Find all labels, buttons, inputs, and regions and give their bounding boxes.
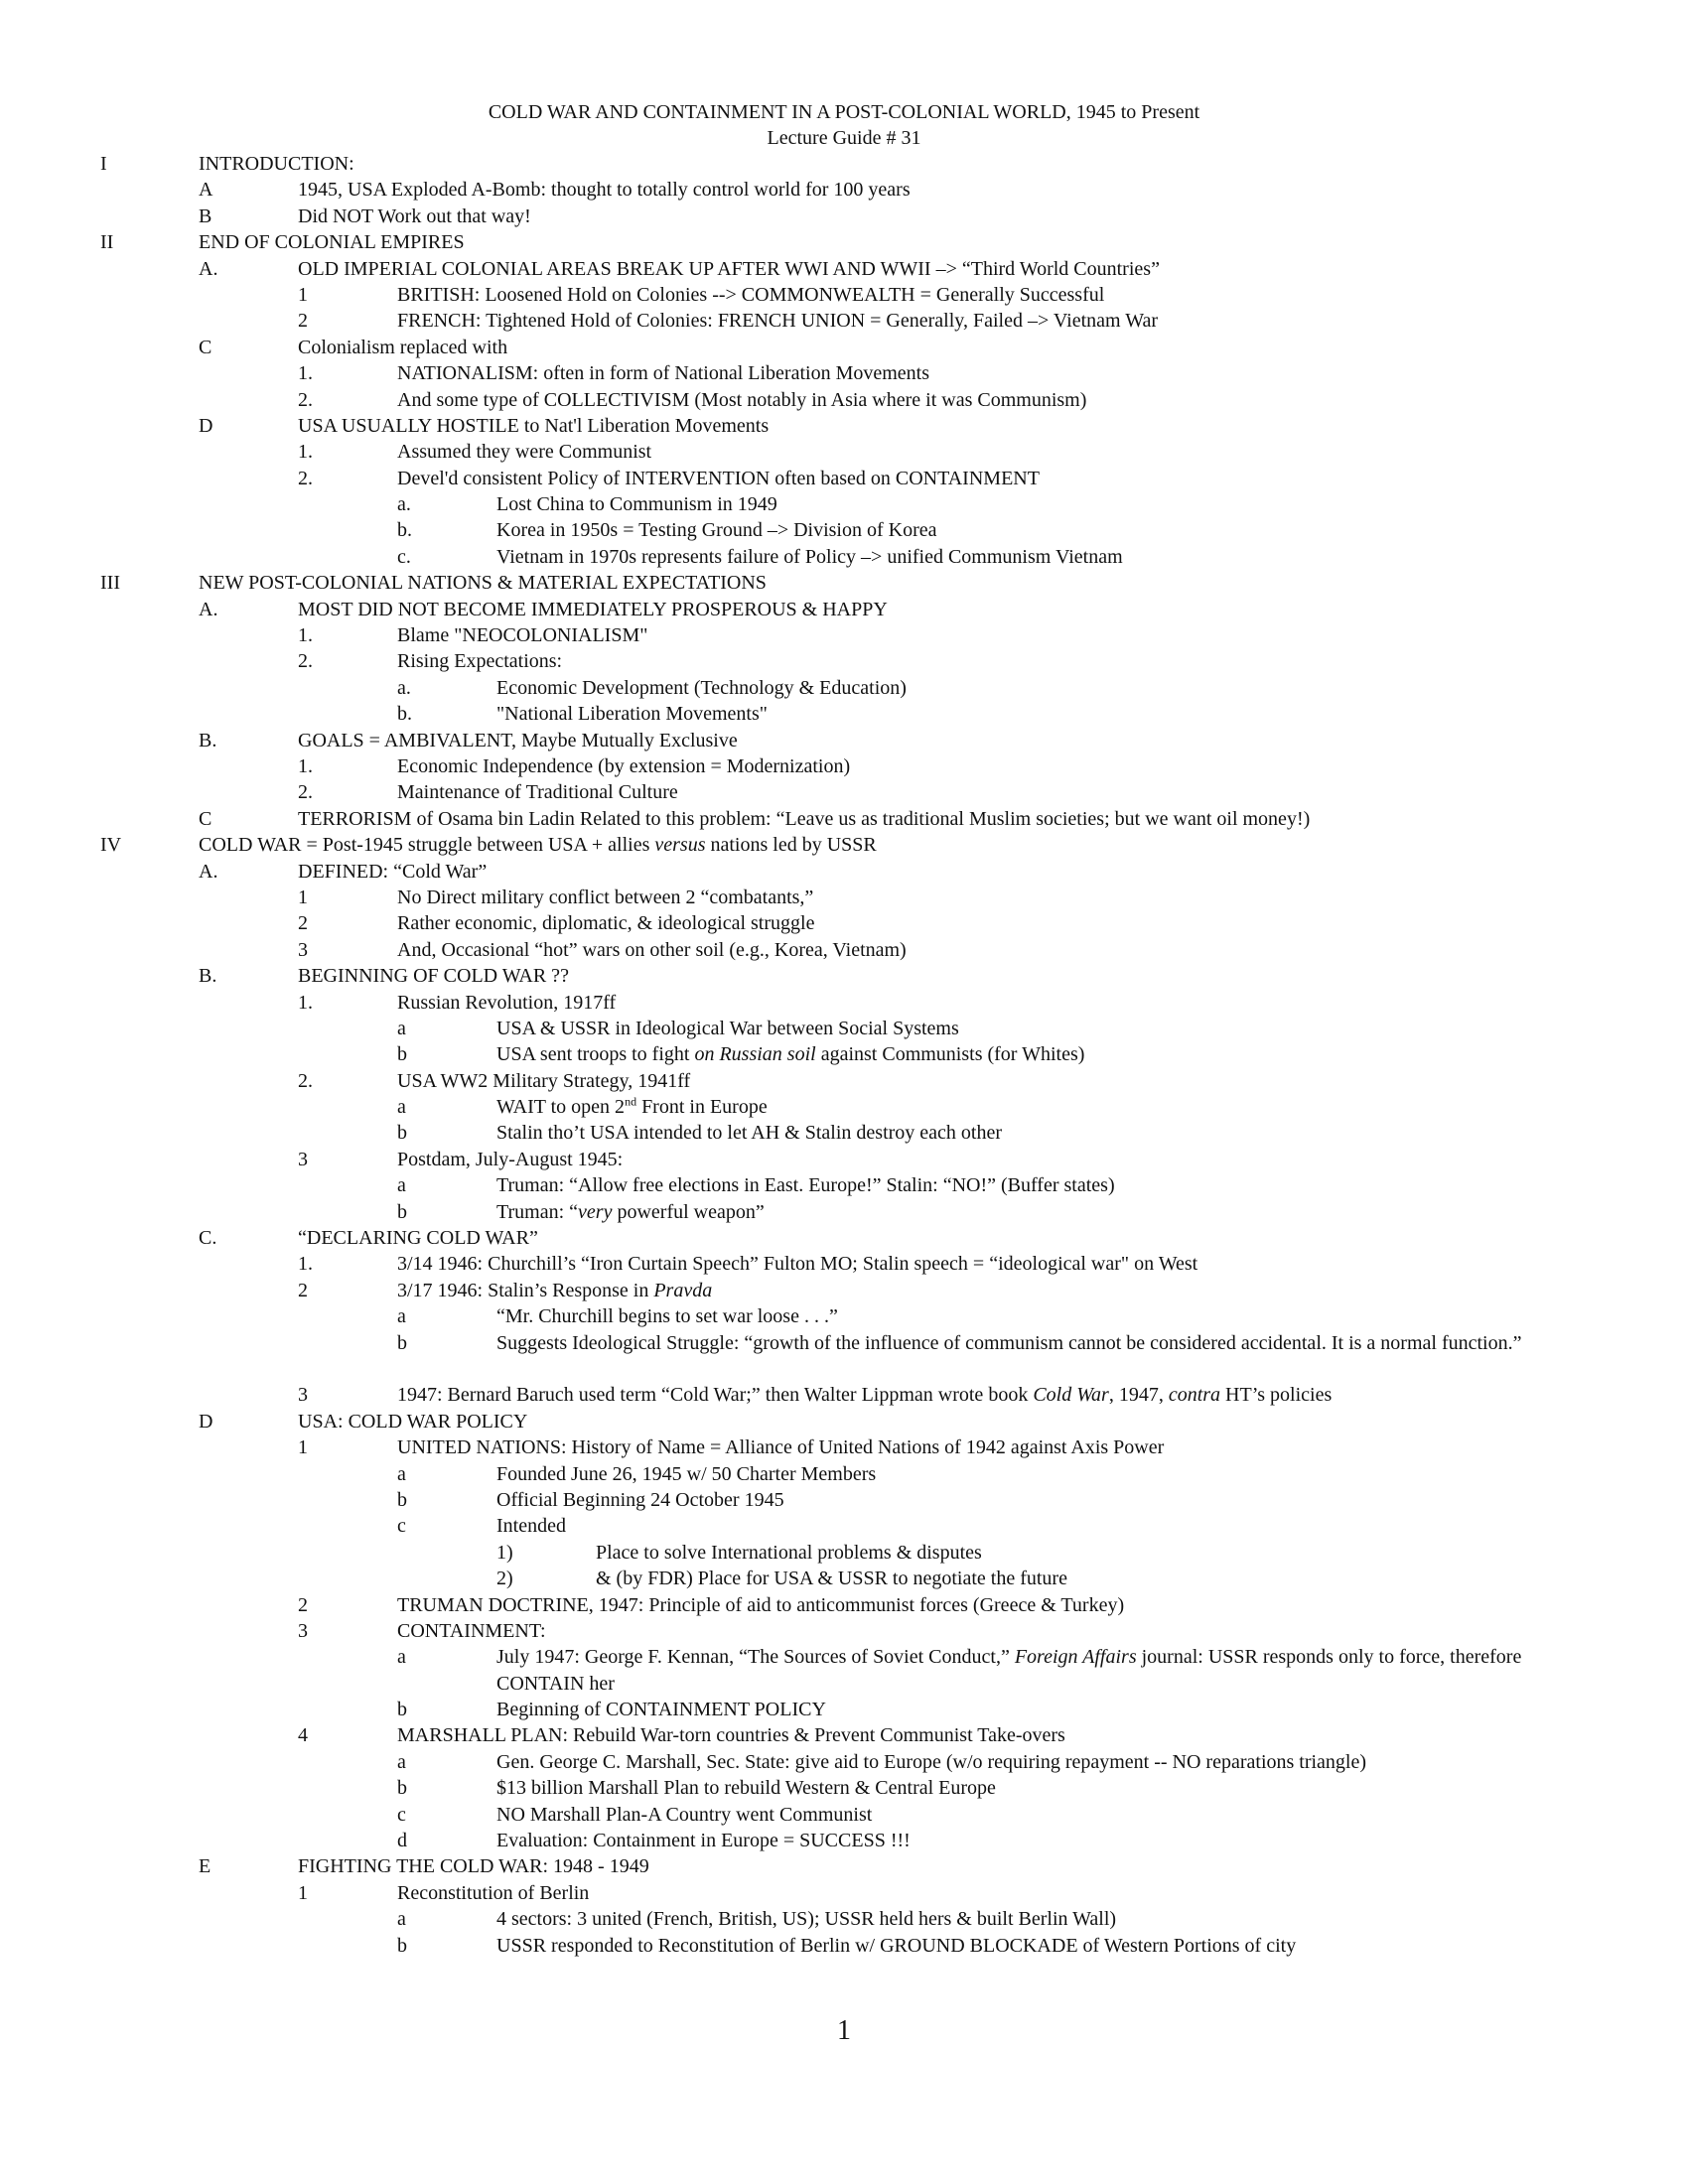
outline-item <box>0 1828 1688 1853</box>
outline-text: NO Marshall Plan-A Country went Communist <box>496 1803 873 1826</box>
outline-item <box>0 1409 1688 1434</box>
outline-marker: 2. <box>298 388 313 411</box>
outline-text: And, Occasional “hot” wars on other soil (e.g., Korea, Vietnam) <box>397 938 907 961</box>
outline-text: Truman: “Allow free elections in East. Europe!” Stalin: “NO!” (Buffer states) <box>496 1174 1115 1197</box>
outline-item <box>0 1513 1688 1539</box>
outline-marker: b. <box>397 519 412 542</box>
outline-text: END OF COLONIAL EMPIRES <box>199 231 465 254</box>
outline-text: Lost China to Communism in 1949 <box>496 493 777 516</box>
outline-text: Stalin tho’t USA intended to let AH & Stalin destroy each other <box>496 1122 1003 1145</box>
outline-item <box>0 1094 1688 1120</box>
outline-item <box>0 335 1688 360</box>
outline-marker: 2. <box>298 781 313 804</box>
outline-marker: IV <box>100 834 122 857</box>
outline-item <box>0 1147 1688 1172</box>
outline-text: And some type of COLLECTIVISM (Most notably in Asia where it was Communism) <box>397 388 1087 411</box>
outline-marker: b. <box>397 703 412 726</box>
outline-text: USA: COLD WAR POLICY <box>298 1410 528 1433</box>
outline-item <box>0 937 1688 963</box>
outline-text: Place to solve International problems & disputes <box>596 1541 982 1564</box>
outline-item <box>0 701 1688 727</box>
outline-text: Founded June 26, 1945 w/ 50 Charter Members <box>496 1462 877 1485</box>
outline-emphasis: very <box>578 1200 613 1223</box>
outline-text: MARSHALL PLAN: Rebuild War-torn countries & Prevent Communist Take-overs <box>397 1724 1065 1747</box>
outline-marker: a <box>397 1646 406 1669</box>
outline-text: Russian Revolution, 1917ff <box>397 991 617 1014</box>
outline-item <box>0 622 1688 648</box>
outline-marker: 1 <box>298 886 308 908</box>
outline-marker: 2. <box>298 467 313 489</box>
outline-text: Official Beginning 24 October 1945 <box>496 1488 784 1511</box>
outline-marker: II <box>100 231 114 254</box>
outline-marker: 3 <box>298 1619 308 1642</box>
outline-text: $13 billion Marshall Plan to rebuild Western & Central Europe <box>496 1777 996 1800</box>
outline-text <box>496 1094 768 1120</box>
outline-marker: 4 <box>298 1724 308 1747</box>
outline-text: Vietnam in 1970s represents failure of Policy –> unified Communism Vietnam <box>496 545 1123 568</box>
outline-text: Devel'd consistent Policy of INTERVENTION often based on CONTAINMENT <box>397 467 1040 489</box>
outline-text: Evaluation: Containment in Europe = SUCCESS !!! <box>496 1830 911 1852</box>
outline-item <box>0 1540 1688 1566</box>
outline-marker: 1. <box>298 441 313 464</box>
outline-item <box>0 1382 1688 1408</box>
outline-marker: C. <box>199 1227 217 1250</box>
outline-item <box>0 151 1688 177</box>
document-title: COLD WAR AND CONTAINMENT IN A POST-COLONIAL WORLD, 1945 to Present <box>488 101 1200 123</box>
outline-text: Gen. George C. Marshall, Sec. State: give aid to Europe (w/o requiring repayment -- NO reparations triangle) <box>496 1750 1367 1773</box>
outline-text-part: USA sent troops to fight <box>496 1043 695 1066</box>
outline-text: USA & USSR in Ideological War between Social Systems <box>496 1017 959 1039</box>
outline-text-part: 3/17 1946: Stalin’s Response in <box>397 1279 654 1301</box>
outline-text-part: July 1947: George F. Kennan, “The Sources of Soviet Conduct,” <box>496 1646 1015 1669</box>
outline-marker: 1 <box>298 1436 308 1459</box>
outline-text: FRENCH: Tightened Hold of Colonies: FRENCH UNION = Generally, Failed –> Vietnam War <box>397 310 1159 333</box>
outline-marker: a <box>397 1750 406 1773</box>
outline-text: 3/14 1946: Churchill’s “Iron Curtain Speech” Fulton MO; Stalin speech = “ideological war" on West <box>397 1253 1198 1276</box>
outline-marker: 1. <box>298 754 313 777</box>
outline-marker: b <box>397 1331 407 1354</box>
outline-text: Reconstitution of Berlin <box>397 1881 590 1904</box>
outline-text: INTRODUCTION: <box>199 153 354 175</box>
outline-item <box>0 1802 1688 1828</box>
outline-item <box>0 1068 1688 1094</box>
outline-item <box>0 256 1688 282</box>
page-number: 1 <box>837 2015 851 2046</box>
outline-text-part: HT’s policies <box>1220 1384 1333 1407</box>
outline-marker: 1. <box>298 362 313 385</box>
outline-text-part: nations led by USSR <box>705 834 877 857</box>
outline-text: OLD IMPERIAL COLONIAL AREAS BREAK UP AFTER WWI AND WWII –> “Third World Countries” <box>298 257 1160 280</box>
outline-marker: A. <box>199 860 218 883</box>
outline-item <box>0 1853 1688 1879</box>
outline-text: “Mr. Churchill begins to set war loose . . .” <box>496 1305 838 1328</box>
outline-text: Assumed they were Communist <box>397 441 652 464</box>
outline-text-part: journal: USSR responds only to force, therefore CONTAIN her <box>496 1646 1522 1695</box>
outline-marker: c <box>397 1803 406 1826</box>
outline-text: No Direct military conflict between 2 “combatants,” <box>397 886 814 908</box>
outline-item <box>0 597 1688 622</box>
outline-text: MOST DID NOT BECOME IMMEDIATELY PROSPEROUS & HAPPY <box>298 598 888 620</box>
outline-marker: 1 <box>298 283 308 306</box>
outline-marker: 2 <box>298 1593 308 1616</box>
outline-marker: a. <box>397 493 411 516</box>
outline-text-part: 1947: Bernard Baruch used term “Cold War;” then Walter Lippman wrote book <box>397 1384 1034 1407</box>
outline-item <box>0 1225 1688 1251</box>
outline-item <box>0 1120 1688 1146</box>
outline-text <box>496 1041 1084 1067</box>
outline-item <box>0 1618 1688 1644</box>
outline-marker: 1. <box>298 1253 313 1276</box>
outline-text: CONTAINMENT: <box>397 1619 546 1642</box>
outline-item <box>0 517 1688 543</box>
outline-item <box>0 806 1688 832</box>
outline-text: Intended <box>496 1515 566 1538</box>
outline-item <box>0 648 1688 674</box>
outline-superscript: nd <box>625 1094 637 1109</box>
outline-emphasis: Foreign Affairs <box>1014 1646 1137 1669</box>
outline-emphasis: Cold War <box>1033 1384 1109 1407</box>
outline-marker: A <box>199 179 213 202</box>
outline-item <box>0 753 1688 779</box>
outline-marker: 2) <box>496 1568 513 1590</box>
outline-marker: b <box>397 1122 407 1145</box>
outline-marker: b <box>397 1043 407 1066</box>
outline-marker: A. <box>199 598 218 620</box>
outline-item <box>0 1775 1688 1801</box>
outline-item <box>0 1016 1688 1041</box>
outline-text: TERRORISM of Osama bin Ladin Related to this problem: “Leave us as traditional Muslim societies; but we want oil money!) <box>298 807 1311 830</box>
lecture-guide-subtitle: Lecture Guide # 31 <box>767 127 921 149</box>
outline-marker: 3 <box>298 938 308 961</box>
outline-item <box>0 832 1688 858</box>
outline-item <box>0 1461 1688 1487</box>
outline-marker: c. <box>397 545 411 568</box>
outline-marker: I <box>100 153 107 175</box>
outline-marker: III <box>100 572 120 595</box>
outline-text-part: COLD WAR = Post-1945 struggle between USA + allies <box>199 834 655 857</box>
outline-item <box>0 1697 1688 1722</box>
outline-text: "National Liberation Movements" <box>496 703 768 726</box>
outline-marker: c <box>397 1515 406 1538</box>
outline-item <box>0 1749 1688 1775</box>
outline-marker: A. <box>199 257 218 280</box>
outline-item <box>0 1041 1688 1067</box>
outline-marker: B. <box>199 729 217 751</box>
outline-item <box>0 1278 1688 1303</box>
outline-item <box>0 859 1688 885</box>
outline-marker: b <box>397 1777 407 1800</box>
outline-marker: 1. <box>298 624 313 647</box>
outline-marker: a <box>397 1462 406 1485</box>
outline-marker: B. <box>199 965 217 988</box>
outline-item <box>0 1172 1688 1198</box>
outline-item <box>0 544 1688 570</box>
outline-text-part: , 1947, <box>1108 1384 1169 1407</box>
outline-item <box>0 308 1688 334</box>
outline-text-part: WAIT to open 2 <box>496 1096 626 1119</box>
outline-marker: D <box>199 1410 213 1433</box>
outline-text-part: against Communists (for Whites) <box>815 1043 1085 1066</box>
outline-text: USSR responded to Reconstitution of Berlin w/ GROUND BLOCKADE of Western Portions of city <box>496 1934 1297 1957</box>
outline-text: Colonialism replaced with <box>298 336 508 358</box>
outline-item <box>0 360 1688 386</box>
outline-text: BEGINNING OF COLD WAR ?? <box>298 965 569 988</box>
outline-item <box>0 1644 1688 1697</box>
outline-item <box>0 1906 1688 1932</box>
outline-marker: 3 <box>298 1148 308 1170</box>
outline-item <box>0 1303 1688 1329</box>
outline-item <box>0 387 1688 413</box>
outline-item <box>0 990 1688 1016</box>
outline-text: FIGHTING THE COLD WAR: 1948 - 1949 <box>298 1855 649 1878</box>
outline-text-part: Front in Europe <box>636 1096 768 1119</box>
outline-text: BRITISH: Loosened Hold on Colonies --> COMMONWEALTH = Generally Successful <box>397 283 1105 306</box>
outline-text: Korea in 1950s = Testing Ground –> Division of Korea <box>496 519 937 542</box>
outline-marker: 2 <box>298 1279 308 1301</box>
outline-text: DEFINED: “Cold War” <box>298 860 488 883</box>
outline <box>0 151 1688 1959</box>
outline-item <box>0 439 1688 465</box>
outline-text <box>397 1382 1332 1408</box>
outline-marker: 2 <box>298 912 308 935</box>
outline-text <box>397 1278 712 1303</box>
outline-item <box>0 1487 1688 1513</box>
outline-text: Rising Expectations: <box>397 650 563 673</box>
outline-marker: b <box>397 1934 407 1957</box>
outline-emphasis: versus <box>654 834 706 857</box>
outline-item <box>0 282 1688 308</box>
outline-text: Postdam, July-August 1945: <box>397 1148 624 1170</box>
outline-text: USA WW2 Military Strategy, 1941ff <box>397 1069 691 1092</box>
outline-marker: 3 <box>298 1384 308 1407</box>
outline-text: Did NOT Work out that way! <box>298 205 531 227</box>
outline-item <box>0 229 1688 255</box>
outline-marker: a <box>397 1017 406 1039</box>
outline-marker: a <box>397 1908 406 1931</box>
outline-item <box>0 1434 1688 1460</box>
outline-text: GOALS = AMBIVALENT, Maybe Mutually Exclusive <box>298 729 738 751</box>
outline-text: “DECLARING COLD WAR” <box>298 1227 538 1250</box>
outline-item <box>0 570 1688 596</box>
outline-marker: D <box>199 414 213 437</box>
outline-item <box>0 204 1688 229</box>
outline-item <box>0 675 1688 701</box>
outline-text: Beginning of CONTAINMENT POLICY <box>496 1699 826 1721</box>
outline-text-part: Truman: “ <box>496 1200 579 1223</box>
outline-text: Rather economic, diplomatic, & ideological struggle <box>397 912 815 935</box>
outline-marker: d <box>397 1830 407 1852</box>
outline-item <box>0 1330 1688 1383</box>
outline-marker: 1 <box>298 1881 308 1904</box>
outline-emphasis: Pravda <box>653 1279 713 1301</box>
outline-marker: E <box>199 1855 211 1878</box>
outline-marker: 1. <box>298 991 313 1014</box>
outline-item <box>0 466 1688 491</box>
outline-marker: a. <box>397 676 411 699</box>
outline-marker: b <box>397 1200 407 1223</box>
outline-text: NEW POST-COLONIAL NATIONS & MATERIAL EXPECTATIONS <box>199 572 767 595</box>
outline-item <box>0 491 1688 517</box>
outline-text: UNITED NATIONS: History of Name = Alliance of United Nations of 1942 against Axis Power <box>397 1436 1165 1459</box>
outline-marker: b <box>397 1488 407 1511</box>
outline-text: Economic Independence (by extension = Modernization) <box>397 754 851 777</box>
outline-item <box>0 1933 1688 1959</box>
outline-text <box>199 832 877 858</box>
outline-item <box>0 779 1688 805</box>
outline-marker: b <box>397 1699 407 1721</box>
outline-marker: a <box>397 1174 406 1197</box>
outline-marker: 2. <box>298 1069 313 1092</box>
outline-text: Blame "NEOCOLONIALISM" <box>397 624 648 647</box>
outline-item <box>0 1880 1688 1906</box>
outline-text-part: powerful weapon” <box>612 1200 765 1223</box>
outline-text: Economic Development (Technology & Education) <box>496 676 907 699</box>
outline-item <box>0 910 1688 936</box>
outline-text <box>496 1644 1564 1697</box>
outline-marker: B <box>199 205 212 227</box>
outline-text: Suggests Ideological Struggle: “growth of the influence of communism cannot be considered accidental. It is a normal function.” <box>496 1331 1522 1354</box>
outline-item <box>0 1199 1688 1225</box>
outline-text: Maintenance of Traditional Culture <box>397 781 678 804</box>
outline-item <box>0 177 1688 203</box>
outline-item <box>0 1566 1688 1591</box>
outline-emphasis: on Russian soil <box>694 1043 816 1066</box>
outline-text: 1945, USA Exploded A-Bomb: thought to totally control world for 100 years <box>298 179 911 202</box>
outline-marker: 2. <box>298 650 313 673</box>
outline-item <box>0 963 1688 989</box>
outline-marker: 2 <box>298 310 308 333</box>
outline-marker: a <box>397 1096 406 1119</box>
outline-text <box>496 1199 765 1225</box>
outline-text: & (by FDR) Place for USA & USSR to negotiate the future <box>596 1568 1067 1590</box>
outline-item <box>0 885 1688 910</box>
outline-text: TRUMAN DOCTRINE, 1947: Principle of aid to anticommunist forces (Greece & Turkey) <box>397 1593 1125 1616</box>
outline-marker: a <box>397 1305 406 1328</box>
outline-item <box>0 1592 1688 1618</box>
outline-text: NATIONALISM: often in form of National Liberation Movements <box>397 362 930 385</box>
outline-marker: 1) <box>496 1541 513 1564</box>
outline-item <box>0 1251 1688 1277</box>
outline-item <box>0 413 1688 439</box>
outline-emphasis: contra <box>1168 1384 1221 1407</box>
outline-text: USA USUALLY HOSTILE to Nat'l Liberation Movements <box>298 414 770 437</box>
outline-item <box>0 1722 1688 1748</box>
outline-item <box>0 728 1688 753</box>
outline-text: 4 sectors: 3 united (French, British, US); USSR held hers & built Berlin Wall) <box>496 1908 1117 1931</box>
outline-marker: C <box>199 807 212 830</box>
outline-marker: C <box>199 336 212 358</box>
